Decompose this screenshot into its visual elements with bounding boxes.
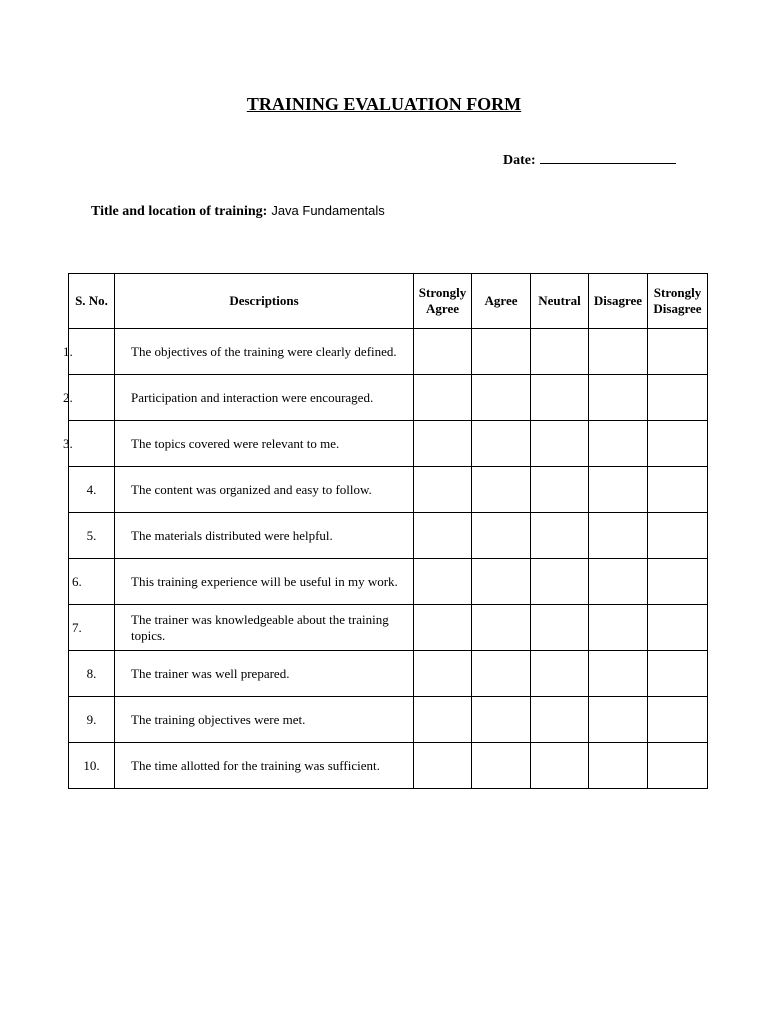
row-number-text: 1. [63, 343, 73, 359]
rating-strongly-disagree-cell[interactable] [648, 651, 708, 697]
rating-agree-cell[interactable] [472, 421, 531, 467]
rating-strongly-agree-cell[interactable] [414, 513, 472, 559]
header-strongly-disagree: Strongly Disagree [648, 274, 708, 329]
evaluation-table [63, 273, 708, 789]
row-number [63, 375, 115, 421]
rating-agree-cell[interactable] [472, 375, 531, 421]
training-title-label: Title and location of training: [91, 204, 268, 219]
form-title-text: TRAINING EVALUATION FORM [246, 94, 522, 114]
row-number-text: 2. [63, 389, 73, 405]
row-number [63, 329, 115, 375]
header-descriptions: Descriptions [115, 274, 414, 329]
header-row [69, 274, 708, 329]
rating-strongly-agree-cell[interactable] [414, 697, 472, 743]
date-label: Date: [503, 153, 536, 168]
rating-strongly-agree-cell[interactable] [414, 559, 472, 605]
training-title-row [91, 203, 385, 220]
row-description: The trainer was knowledgeable about the training topics. [115, 605, 414, 651]
rating-strongly-disagree-cell[interactable] [648, 421, 708, 467]
training-title-value: Java Fundamentals [271, 203, 385, 218]
row-number: 4. [69, 467, 115, 513]
rating-disagree-cell[interactable] [589, 743, 648, 789]
header-disagree: Disagree [589, 274, 648, 329]
rating-neutral-cell[interactable] [531, 743, 589, 789]
table-row [69, 605, 708, 651]
rating-disagree-cell[interactable] [589, 651, 648, 697]
date-field [503, 150, 676, 169]
table-row [69, 559, 708, 605]
rating-agree-cell[interactable] [472, 513, 531, 559]
header-agree: Agree [472, 274, 531, 329]
rating-neutral-cell[interactable] [531, 697, 589, 743]
rating-strongly-disagree-cell[interactable] [648, 329, 708, 375]
rating-neutral-cell[interactable] [531, 329, 589, 375]
header-neutral: Neutral [531, 274, 589, 329]
form-title [0, 94, 768, 115]
rating-strongly-agree-cell[interactable] [414, 743, 472, 789]
rating-strongly-disagree-cell[interactable] [648, 697, 708, 743]
rating-disagree-cell[interactable] [589, 467, 648, 513]
table-row [69, 421, 708, 467]
rating-agree-cell[interactable] [472, 651, 531, 697]
rating-disagree-cell[interactable] [589, 605, 648, 651]
rating-disagree-cell[interactable] [589, 421, 648, 467]
row-number: 10. [69, 743, 115, 789]
row-number [63, 421, 115, 467]
rating-neutral-cell[interactable] [531, 513, 589, 559]
rating-strongly-disagree-cell[interactable] [648, 743, 708, 789]
rating-neutral-cell[interactable] [531, 375, 589, 421]
header-sno: S. No. [69, 274, 115, 329]
row-description: The content was organized and easy to follow. [115, 467, 414, 513]
row-description: The time allotted for the training was sufficient. [115, 743, 414, 789]
row-description: Participation and interaction were encouraged. [115, 375, 414, 421]
rating-strongly-disagree-cell[interactable] [648, 467, 708, 513]
row-description: This training experience will be useful in my work. [115, 559, 414, 605]
header-strongly-agree: Strongly Agree [414, 274, 472, 329]
rating-strongly-agree-cell[interactable] [414, 651, 472, 697]
row-description: The objectives of the training were clearly defined. [115, 329, 414, 375]
rating-disagree-cell[interactable] [589, 559, 648, 605]
rating-agree-cell[interactable] [472, 329, 531, 375]
rating-agree-cell[interactable] [472, 697, 531, 743]
row-number: 8. [69, 651, 115, 697]
rating-disagree-cell[interactable] [589, 697, 648, 743]
rating-disagree-cell[interactable] [589, 375, 648, 421]
rating-disagree-cell[interactable] [589, 513, 648, 559]
row-number: 9. [69, 697, 115, 743]
rating-strongly-agree-cell[interactable] [414, 421, 472, 467]
rating-disagree-cell[interactable] [589, 329, 648, 375]
rating-agree-cell[interactable] [472, 559, 531, 605]
rating-agree-cell[interactable] [472, 743, 531, 789]
rating-strongly-disagree-cell[interactable] [648, 375, 708, 421]
row-description: The training objectives were met. [115, 697, 414, 743]
row-number: 5. [69, 513, 115, 559]
table-row [69, 697, 708, 743]
row-number: 6. [69, 559, 115, 605]
rating-strongly-agree-cell[interactable] [414, 375, 472, 421]
rating-neutral-cell[interactable] [531, 559, 589, 605]
rating-agree-cell[interactable] [472, 605, 531, 651]
table-row [69, 375, 708, 421]
rating-strongly-disagree-cell[interactable] [648, 605, 708, 651]
rating-strongly-agree-cell[interactable] [414, 329, 472, 375]
rating-strongly-disagree-cell[interactable] [648, 513, 708, 559]
rating-neutral-cell[interactable] [531, 605, 589, 651]
rating-neutral-cell[interactable] [531, 421, 589, 467]
rating-strongly-disagree-cell[interactable] [648, 559, 708, 605]
rating-agree-cell[interactable] [472, 467, 531, 513]
table-row [69, 329, 708, 375]
table-row [69, 651, 708, 697]
date-blank-line[interactable] [540, 150, 676, 164]
rating-neutral-cell[interactable] [531, 467, 589, 513]
row-description: The materials distributed were helpful. [115, 513, 414, 559]
row-number: 7. [69, 605, 115, 651]
row-number-text: 3. [63, 435, 73, 451]
rating-neutral-cell[interactable] [531, 651, 589, 697]
table-row [69, 513, 708, 559]
table-row [69, 743, 708, 789]
rating-strongly-agree-cell[interactable] [414, 605, 472, 651]
row-description: The trainer was well prepared. [115, 651, 414, 697]
table-row [69, 467, 708, 513]
row-description: The topics covered were relevant to me. [115, 421, 414, 467]
rating-strongly-agree-cell[interactable] [414, 467, 472, 513]
